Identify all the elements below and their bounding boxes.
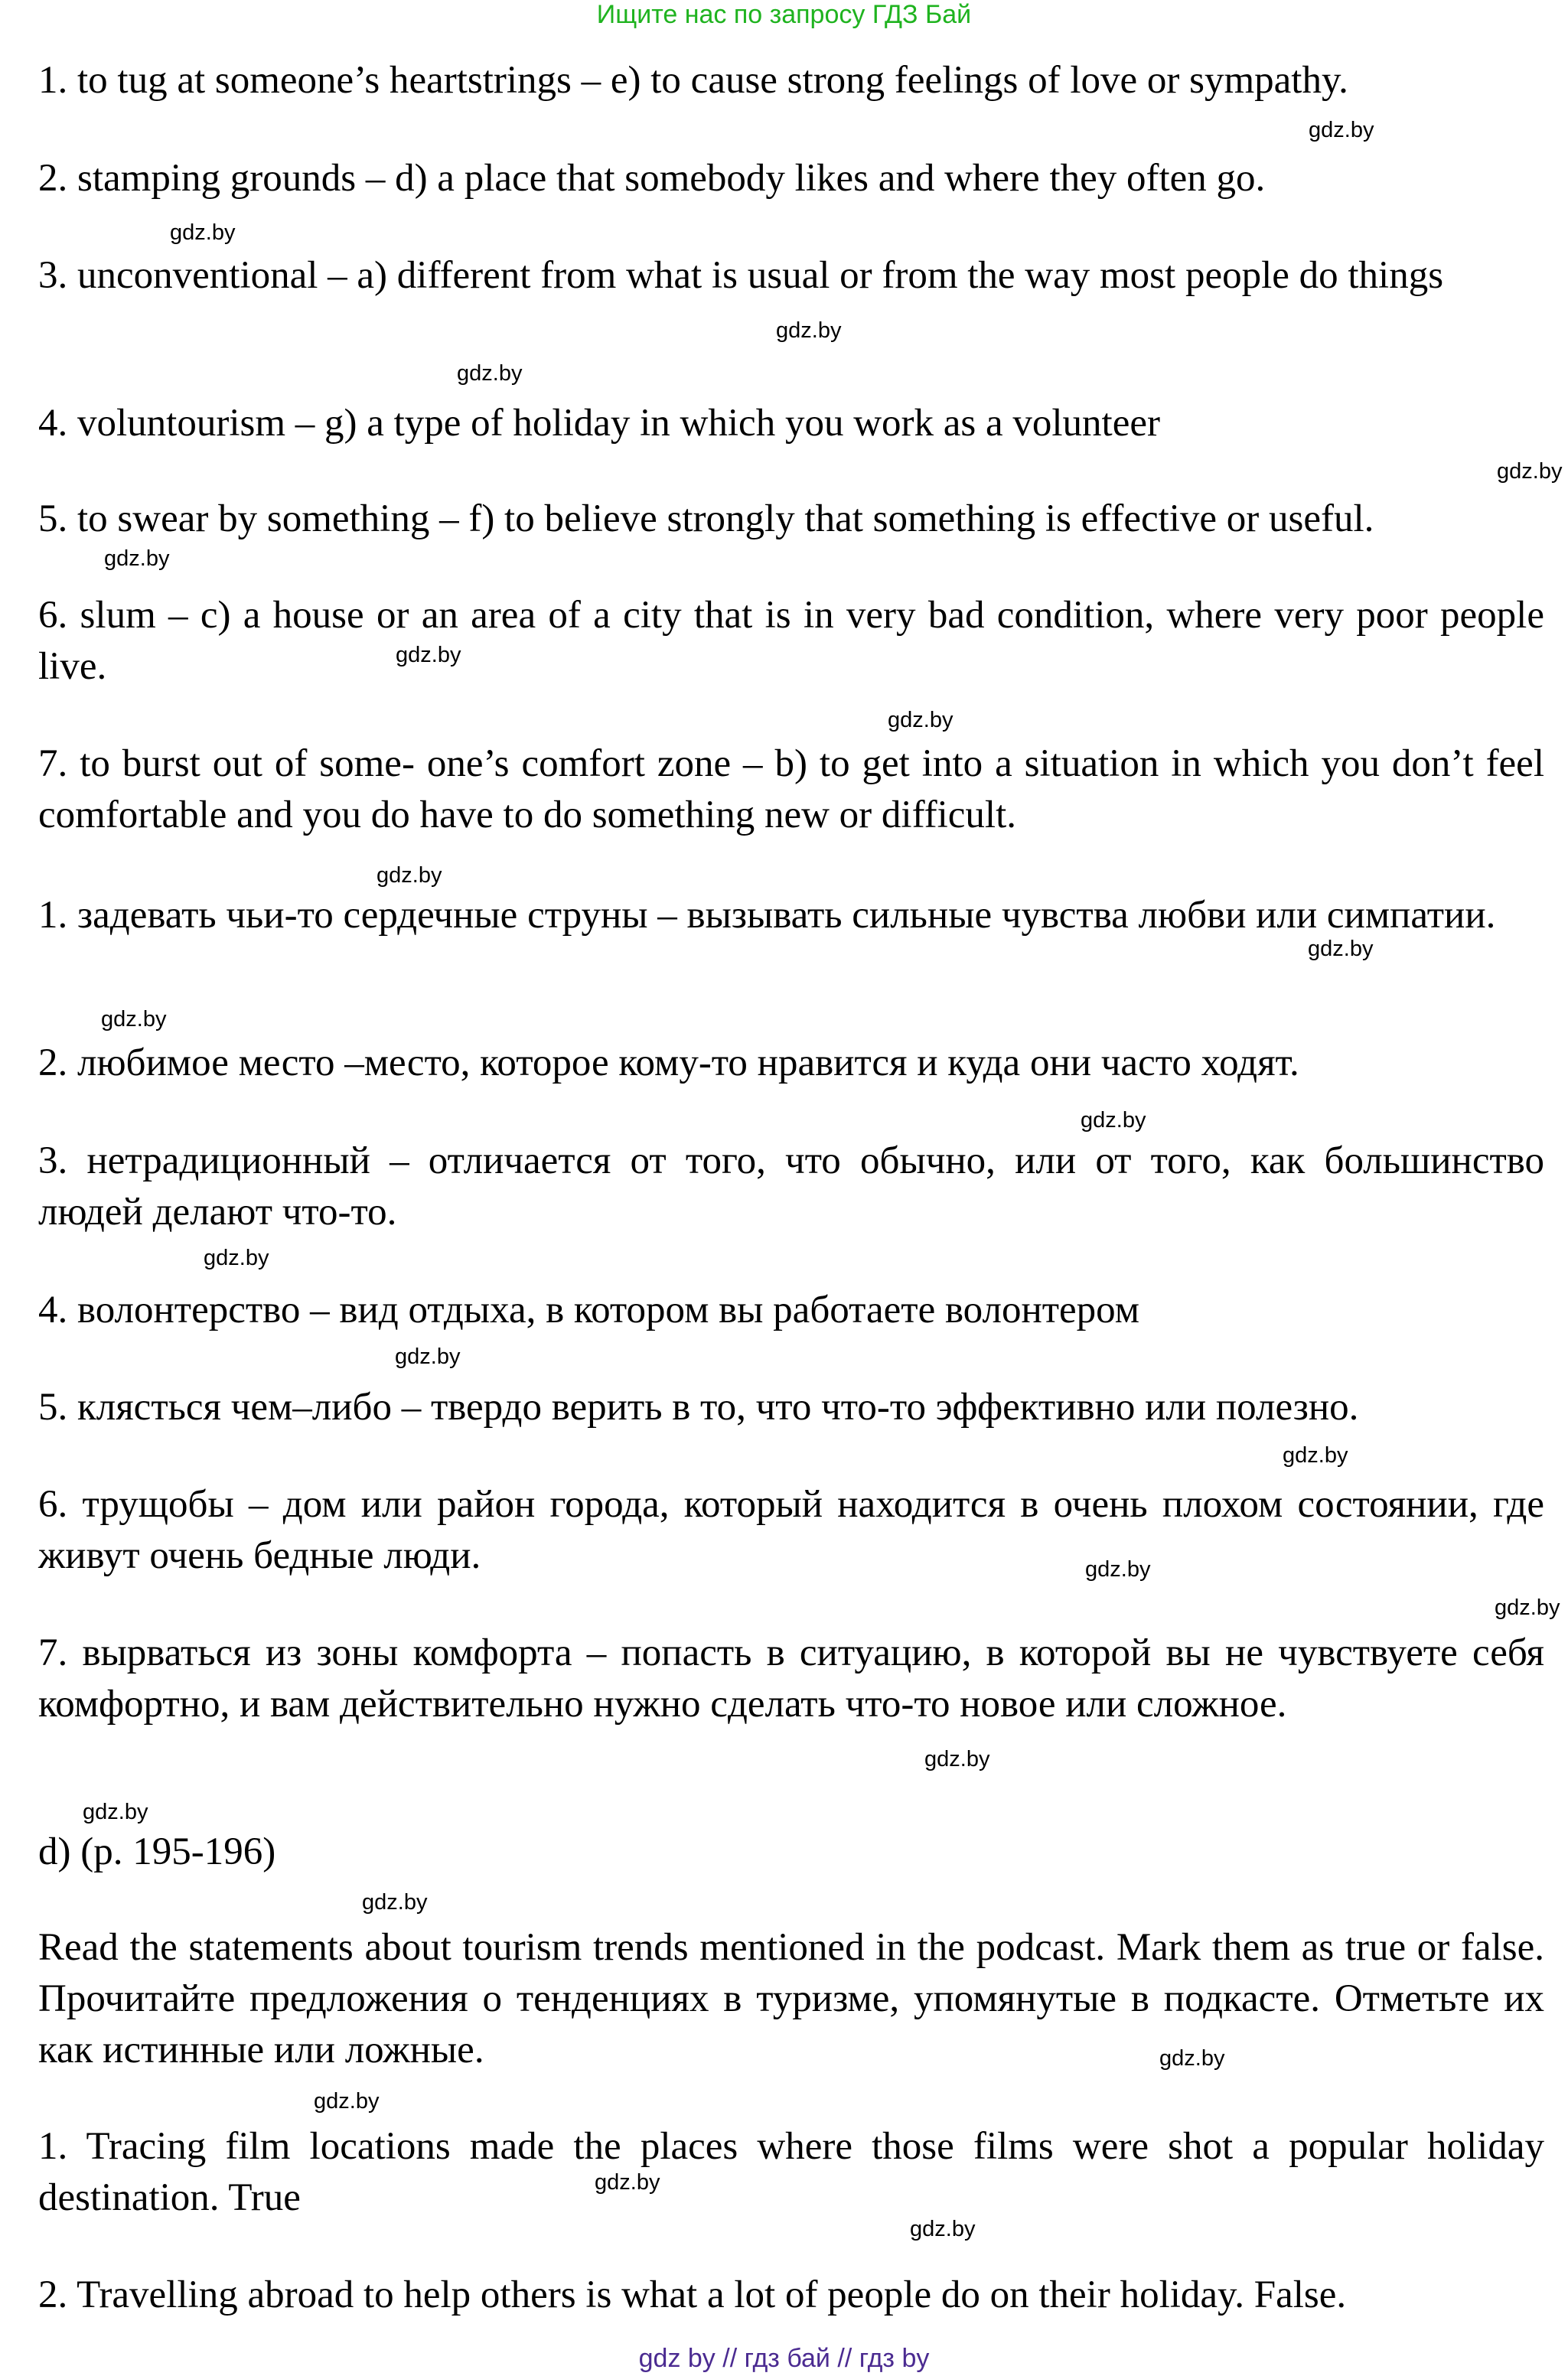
- en-definition-2: 2. stamping grounds – d) a place that somebody likes and where they often go.: [38, 157, 1266, 200]
- watermark: gdz.by: [314, 2089, 380, 2114]
- watermark: gdz.by: [395, 1344, 461, 1369]
- watermark: gdz.by: [457, 361, 523, 386]
- watermark: gdz.by: [204, 1246, 269, 1270]
- watermark: gdz.by: [101, 1007, 167, 1032]
- watermark: gdz.by: [83, 1800, 148, 1824]
- task-instructions: Read the statements about tourism trends mentioned in the podcast. Mark them as true or false. Прочитайте предложения о тенденциях в туризме, упомянутые в подкасте. Отметьте их как истинные или ложные.: [38, 1926, 1544, 2071]
- watermark: gdz.by: [1308, 937, 1374, 961]
- watermark: gdz.by: [1283, 1443, 1348, 1468]
- ru-definition-6: 6. трущобы – дом или район города, который находится в очень плохом состоянии, где живут очень бедные люди.: [38, 1483, 1544, 1577]
- en-definition-5: 5. to swear by something – f) to believe strongly that something is effective or useful.: [38, 497, 1374, 540]
- watermark: gdz.by: [924, 1747, 990, 1771]
- en-definition-4: 4. voluntourism – g) a type of holiday in which you work as a volunteer: [38, 402, 1160, 445]
- en-definition-6: 6. slum – c) a house or an area of a city that is in very bad condition, where very poor people live.: [38, 594, 1544, 688]
- en-definition-7: 7. to burst out of some- one’s comfort zone – b) to get into a situation in which you don’t feel comfortable and you do have to do something new or difficult.: [38, 742, 1544, 836]
- search-hint-header: Ищите нас по запросу ГДЗ Бай: [596, 0, 972, 29]
- ru-definition-4: 4. волонтерство – вид отдыха, в котором вы работаете волонтером: [38, 1289, 1139, 1331]
- watermark: gdz.by: [910, 2217, 976, 2241]
- ru-definition-3: 3. нетрадиционный – отличается от того, что обычно, или от того, как большинство людей делают что-то.: [38, 1139, 1544, 1234]
- en-definition-1: 1. to tug at someone’s heartstrings – e) to cause strong feelings of love or sympathy.: [38, 59, 1348, 102]
- watermark: gdz.by: [776, 318, 842, 343]
- statement-2: 2. Travelling abroad to help others is what a lot of people do on their holiday. False.: [38, 2273, 1347, 2316]
- watermark: gdz.by: [362, 1890, 428, 1915]
- statement-1: 1. Tracing film locations made the places where those films were shot a popular holiday destination. True: [38, 2125, 1544, 2219]
- watermark: gdz.by: [1085, 1557, 1151, 1582]
- watermark: gdz.by: [1081, 1108, 1146, 1133]
- watermark: gdz.by: [1159, 2046, 1225, 2071]
- watermark: gdz.by: [1309, 118, 1374, 142]
- ru-definition-7: 7. вырваться из зоны комфорта – попасть в ситуацию, в которой вы не чувствуете себя комфортно, и вам действительно нужно сделать что-то новое или сложное.: [38, 1631, 1544, 1726]
- ru-definition-2: 2. любимое место –место, которое кому-то нравится и куда они часто ходят.: [38, 1041, 1299, 1084]
- watermark: gdz.by: [170, 220, 236, 245]
- watermark: gdz.by: [104, 546, 170, 571]
- watermark: gdz.by: [888, 708, 954, 732]
- watermark: gdz.by: [377, 863, 442, 888]
- footer-sites: gdz by // гдз бай // гдз by: [638, 2344, 930, 2373]
- ru-definition-1: 1. задевать чьи-то сердечные струны – вызывать сильные чувства любви или симпатии.: [38, 894, 1496, 937]
- ru-definition-5: 5. клясться чем–либо – твердо верить в то, что что-то эффективно или полезно.: [38, 1386, 1359, 1429]
- section-heading: d) (p. 195-196): [38, 1830, 276, 1873]
- watermark: gdz.by: [396, 643, 461, 667]
- watermark: gdz.by: [1495, 1595, 1560, 1620]
- en-definition-3: 3. unconventional – a) different from what is usual or from the way most people do things: [38, 254, 1444, 297]
- watermark: gdz.by: [595, 2170, 660, 2195]
- watermark: gdz.by: [1497, 459, 1563, 484]
